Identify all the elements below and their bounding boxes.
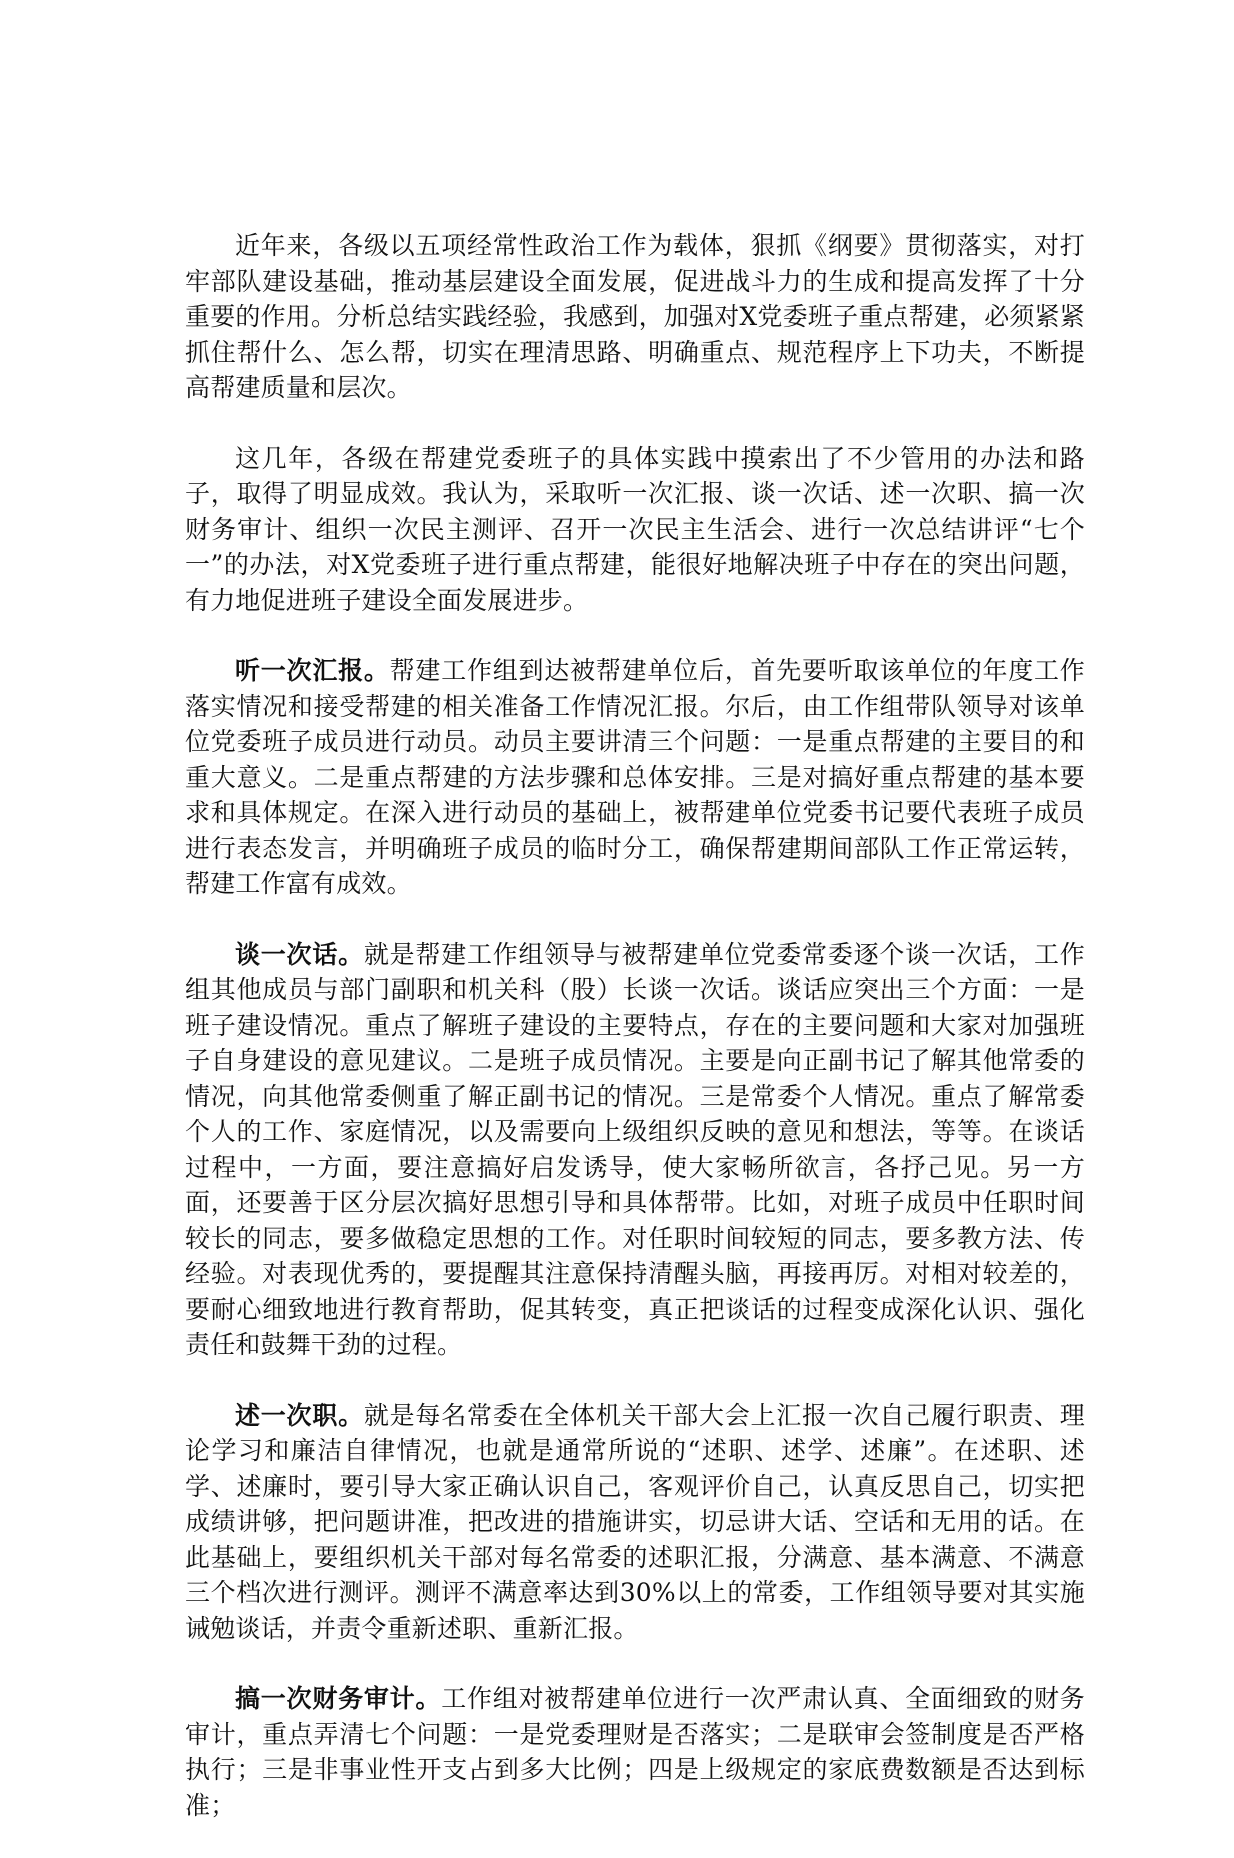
paragraph-text: 工作组对被帮建单位进行一次严肃认真、全面细致的财务审计，重点弄清七个问题：一是党委理财是否落实；二是联审会签制度是否严格执行；三是非事业性开支占到多大比例；四是上级规定的家底费数额是否达到标准； xyxy=(185,1684,1085,1820)
paragraph-lead-heading: 述一次职。 xyxy=(235,1400,364,1430)
paragraph-text: 帮建工作组到达被帮建单位后，首先要听取该单位的年度工作落实情况和接受帮建的相关准备工作情况汇报。尔后，由工作组带队领导对该单位党委班子成员进行动员。动员主要讲清三个问题：一是重点帮建的主要目的和重大意义。二是重点帮建的方法步骤和总体安排。三是对搞好重点帮建的基本要求和具体规定。在深入进行动员的基础上，被帮建单位党委书记要代表班子成员进行表态发言，并明确班子成员的临时分工，确保帮建期间部队工作正常运转，帮建工作富有成效。 xyxy=(185,656,1086,898)
paragraph-talk xyxy=(185,937,1085,1363)
paragraph-audit xyxy=(185,1681,1085,1823)
paragraph-lead-heading: 听一次汇报。 xyxy=(235,656,390,685)
paragraph-report xyxy=(185,653,1085,902)
paragraph-lead-heading: 谈一次话。 xyxy=(235,939,364,969)
paragraph-text: 就是每名常委在全体机关干部大会上汇报一次自己履行职责、理论学习和廉洁自律情况，也就是通常所说的“述职、述学、述廉”。在述职、述学、述廉时，要引导大家正确认识自己，客观评价自己，认真反思自己，切实把成绩讲够，把问题讲准，把改进的措施讲实，切忌讲大话、空话和无用的话。在此基础上，要组织机关干部对每名常委的述职汇报，分满意、基本满意、不满意三个档次进行测评。测评不满意率达到30%以上的常委，工作组领导要对其实施诫勉谈话，并责令重新述职、重新汇报。 xyxy=(185,1400,1085,1643)
paragraph-intro xyxy=(185,228,1085,406)
paragraph-seven-ones xyxy=(185,441,1085,619)
paragraph-text: 近年来，各级以五项经常性政治工作为载体，狠抓《纲要》贯彻落实，对打牢部队建设基础，推动基层建设全面发展，促进战斗力的生成和提高发挥了十分重要的作用。分析总结实践经验，我感到，加强对X党委班子重点帮建，必须紧紧抓住帮什么、怎么帮，切实在理清思路、明确重点、规范程序上下功夫，不断提高帮建质量和层次。 xyxy=(185,231,1086,402)
paragraph-text: 就是帮建工作组领导与被帮建单位党委常委逐个谈一次话，工作组其他成员与部门副职和机关科（股）长谈一次话。谈话应突出三个方面：一是班子建设情况。重点了解班子建设的主要特点，存在的主要问题和大家对加强班子自身建设的意见建议。二是班子成员情况。主要是向正副书记了解其他常委的情况，向其他常委侧重了解正副书记的情况。三是常委个人情况。重点了解常委个人的工作、家庭情况，以及需要向上级组织反映的意见和想法，等等。在谈话过程中，一方面，要注意搞好启发诱导，使大家畅所欲言，各抒己见。另一方面，还要善于区分层次搞好思想引导和具体帮带。比如，对班子成员中任职时间较长的同志，要多做稳定思想的工作。对任职时间较短的同志，要多教方法、传经验。对表现优秀的，要提醒其注意保持清醒头脑，再接再厉。对相对较差的，要耐心细致地进行教育帮助，促其转变，真正把谈话的过程变成深化认识、强化责任和鼓舞干劲的过程。 xyxy=(185,939,1085,1359)
paragraph-text: 这几年，各级在帮建党委班子的具体实践中摸索出了不少管用的办法和路子，取得了明显成效。我认为，采取听一次汇报、谈一次话、述一次职、搞一次财务审计、组织一次民主测评、召开一次民主生活会、进行一次总结讲评“七个一”的办法，对X党委班子进行重点帮建，能很好地解决班子中存在的突出问题，有力地促进班子建设全面发展进步。 xyxy=(185,443,1085,615)
document-body xyxy=(185,228,1085,1858)
paragraph-lead-heading: 搞一次财务审计。 xyxy=(235,1684,442,1713)
paragraph-duty-report xyxy=(185,1398,1085,1647)
